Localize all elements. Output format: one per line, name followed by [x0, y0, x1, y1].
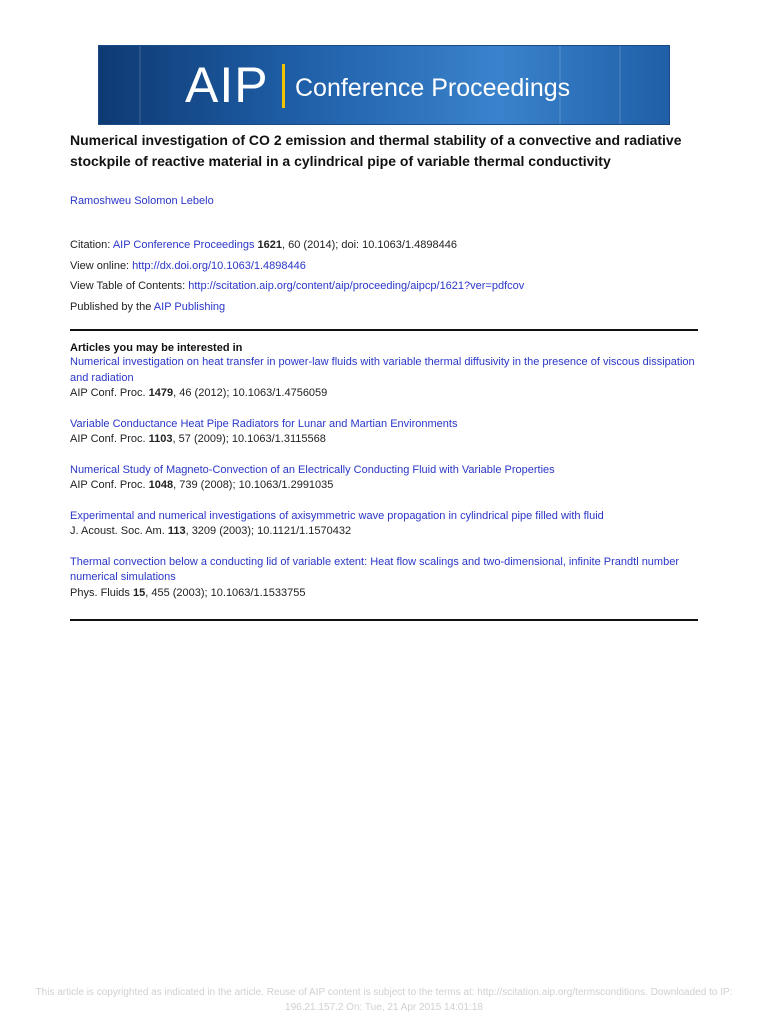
ref-journal: Phys. Fluids — [70, 586, 133, 599]
copyright-footer: This article is copyrighted as indicated in the article. Reuse of AIP content is subject to the terms at: http://scitation.aip.org/termsconditions. Downloaded to IP: 196.21.157.2 On: Tue, 21 Apr 2015 14:01:18 — [35, 987, 733, 1013]
aip-banner — [98, 45, 670, 125]
view-online-link[interactable]: http://dx.doi.org/10.1063/1.4898446 — [132, 259, 306, 272]
related-article-ref — [70, 586, 698, 602]
ref-volume: 1103 — [148, 433, 173, 445]
banner-stripe — [139, 46, 141, 124]
related-article — [70, 463, 698, 494]
related-article-ref — [70, 386, 698, 402]
view-online-line — [70, 256, 698, 277]
ref-rest: , 455 (2003); 10.1063/1.1533755 — [145, 586, 306, 599]
citation-rest: , 60 (2014); doi: 10.1063/1.4898446 — [282, 239, 457, 251]
citation-line — [70, 235, 698, 256]
related-articles-list — [70, 355, 698, 616]
divider-top — [70, 329, 698, 331]
related-article-link[interactable]: Experimental and numerical investigations of axisymmetric wave propagation in cylindrical pipe filled with fluid — [70, 509, 604, 522]
ref-volume: 1048 — [148, 479, 174, 491]
related-article — [70, 355, 698, 402]
ref-rest: , 739 (2008); 10.1063/1.2991035 — [173, 479, 334, 491]
toc-link[interactable]: http://scitation.aip.org/content/aip/proceeding/aipcp/1621?ver=pdfcov — [188, 280, 525, 292]
ref-volume: 1479 — [148, 387, 174, 399]
related-article-ref — [70, 524, 698, 540]
ref-volume: 15 — [132, 586, 146, 599]
ref-rest: , 57 (2009); 10.1063/1.3115568 — [172, 433, 326, 445]
article-title: Numerical investigation of CO 2 emission and thermal stability of a convective and radiative stockpile of reactive material in a cylindrical pipe of variable thermal conductivity — [70, 132, 682, 169]
related-article-link[interactable]: Numerical Study of Magneto-Convection of an Electrically Conducting Fluid with Variable Properties — [70, 463, 555, 476]
citation-label: Citation: — [70, 239, 113, 251]
related-article-link[interactable]: Numerical investigation on heat transfer in power-law fluids with variable thermal diffusivity in the presence of viscous dissipation and radiation — [70, 356, 695, 384]
related-article-ref — [70, 432, 698, 448]
related-article — [70, 509, 698, 540]
related-article-link[interactable]: Variable Conductance Heat Pipe Radiators for Lunar and Martian Environments — [70, 417, 458, 430]
aip-logo: AIP — [185, 57, 269, 113]
ref-journal: J. Acoust. Soc. Am. — [70, 525, 168, 537]
citation-block — [70, 235, 698, 317]
published-line — [70, 297, 698, 318]
related-article — [70, 555, 698, 602]
ref-rest: , 46 (2012); 10.1063/1.4756059 — [173, 387, 328, 399]
article-author[interactable]: Ramoshweu Solomon Lebelo — [70, 195, 214, 207]
publisher-link[interactable]: AIP Publishing — [153, 300, 226, 313]
related-article-ref — [70, 478, 698, 494]
related-article-link[interactable]: Thermal convection below a conducting lid of variable extent: Heat flow scalings and two-dimensional, infinite Prandtl number numerical simulations — [70, 555, 679, 583]
published-label: Published by the — [70, 300, 154, 313]
ref-journal: AIP Conf. Proc. — [70, 479, 149, 491]
divider-bottom — [70, 619, 698, 621]
toc-label: View Table of Contents: — [70, 280, 189, 292]
ref-volume: 113 — [167, 525, 186, 537]
view-online-label: View online: — [70, 259, 133, 272]
ref-journal: AIP Conf. Proc. — [70, 387, 149, 399]
ref-journal: AIP Conf. Proc. — [70, 433, 149, 445]
ref-rest: , 3209 (2003); 10.1121/1.1570432 — [185, 525, 352, 537]
interest-heading: Articles you may be interested in — [70, 342, 243, 354]
toc-line — [70, 276, 698, 297]
banner-title: Conference Proceedings — [295, 74, 571, 102]
banner-divider — [282, 64, 285, 108]
related-article — [70, 417, 698, 448]
citation-volume: 1621 — [257, 239, 283, 251]
citation-journal-link[interactable]: AIP Conference Proceedings — [112, 239, 255, 251]
banner-stripe — [619, 46, 621, 124]
